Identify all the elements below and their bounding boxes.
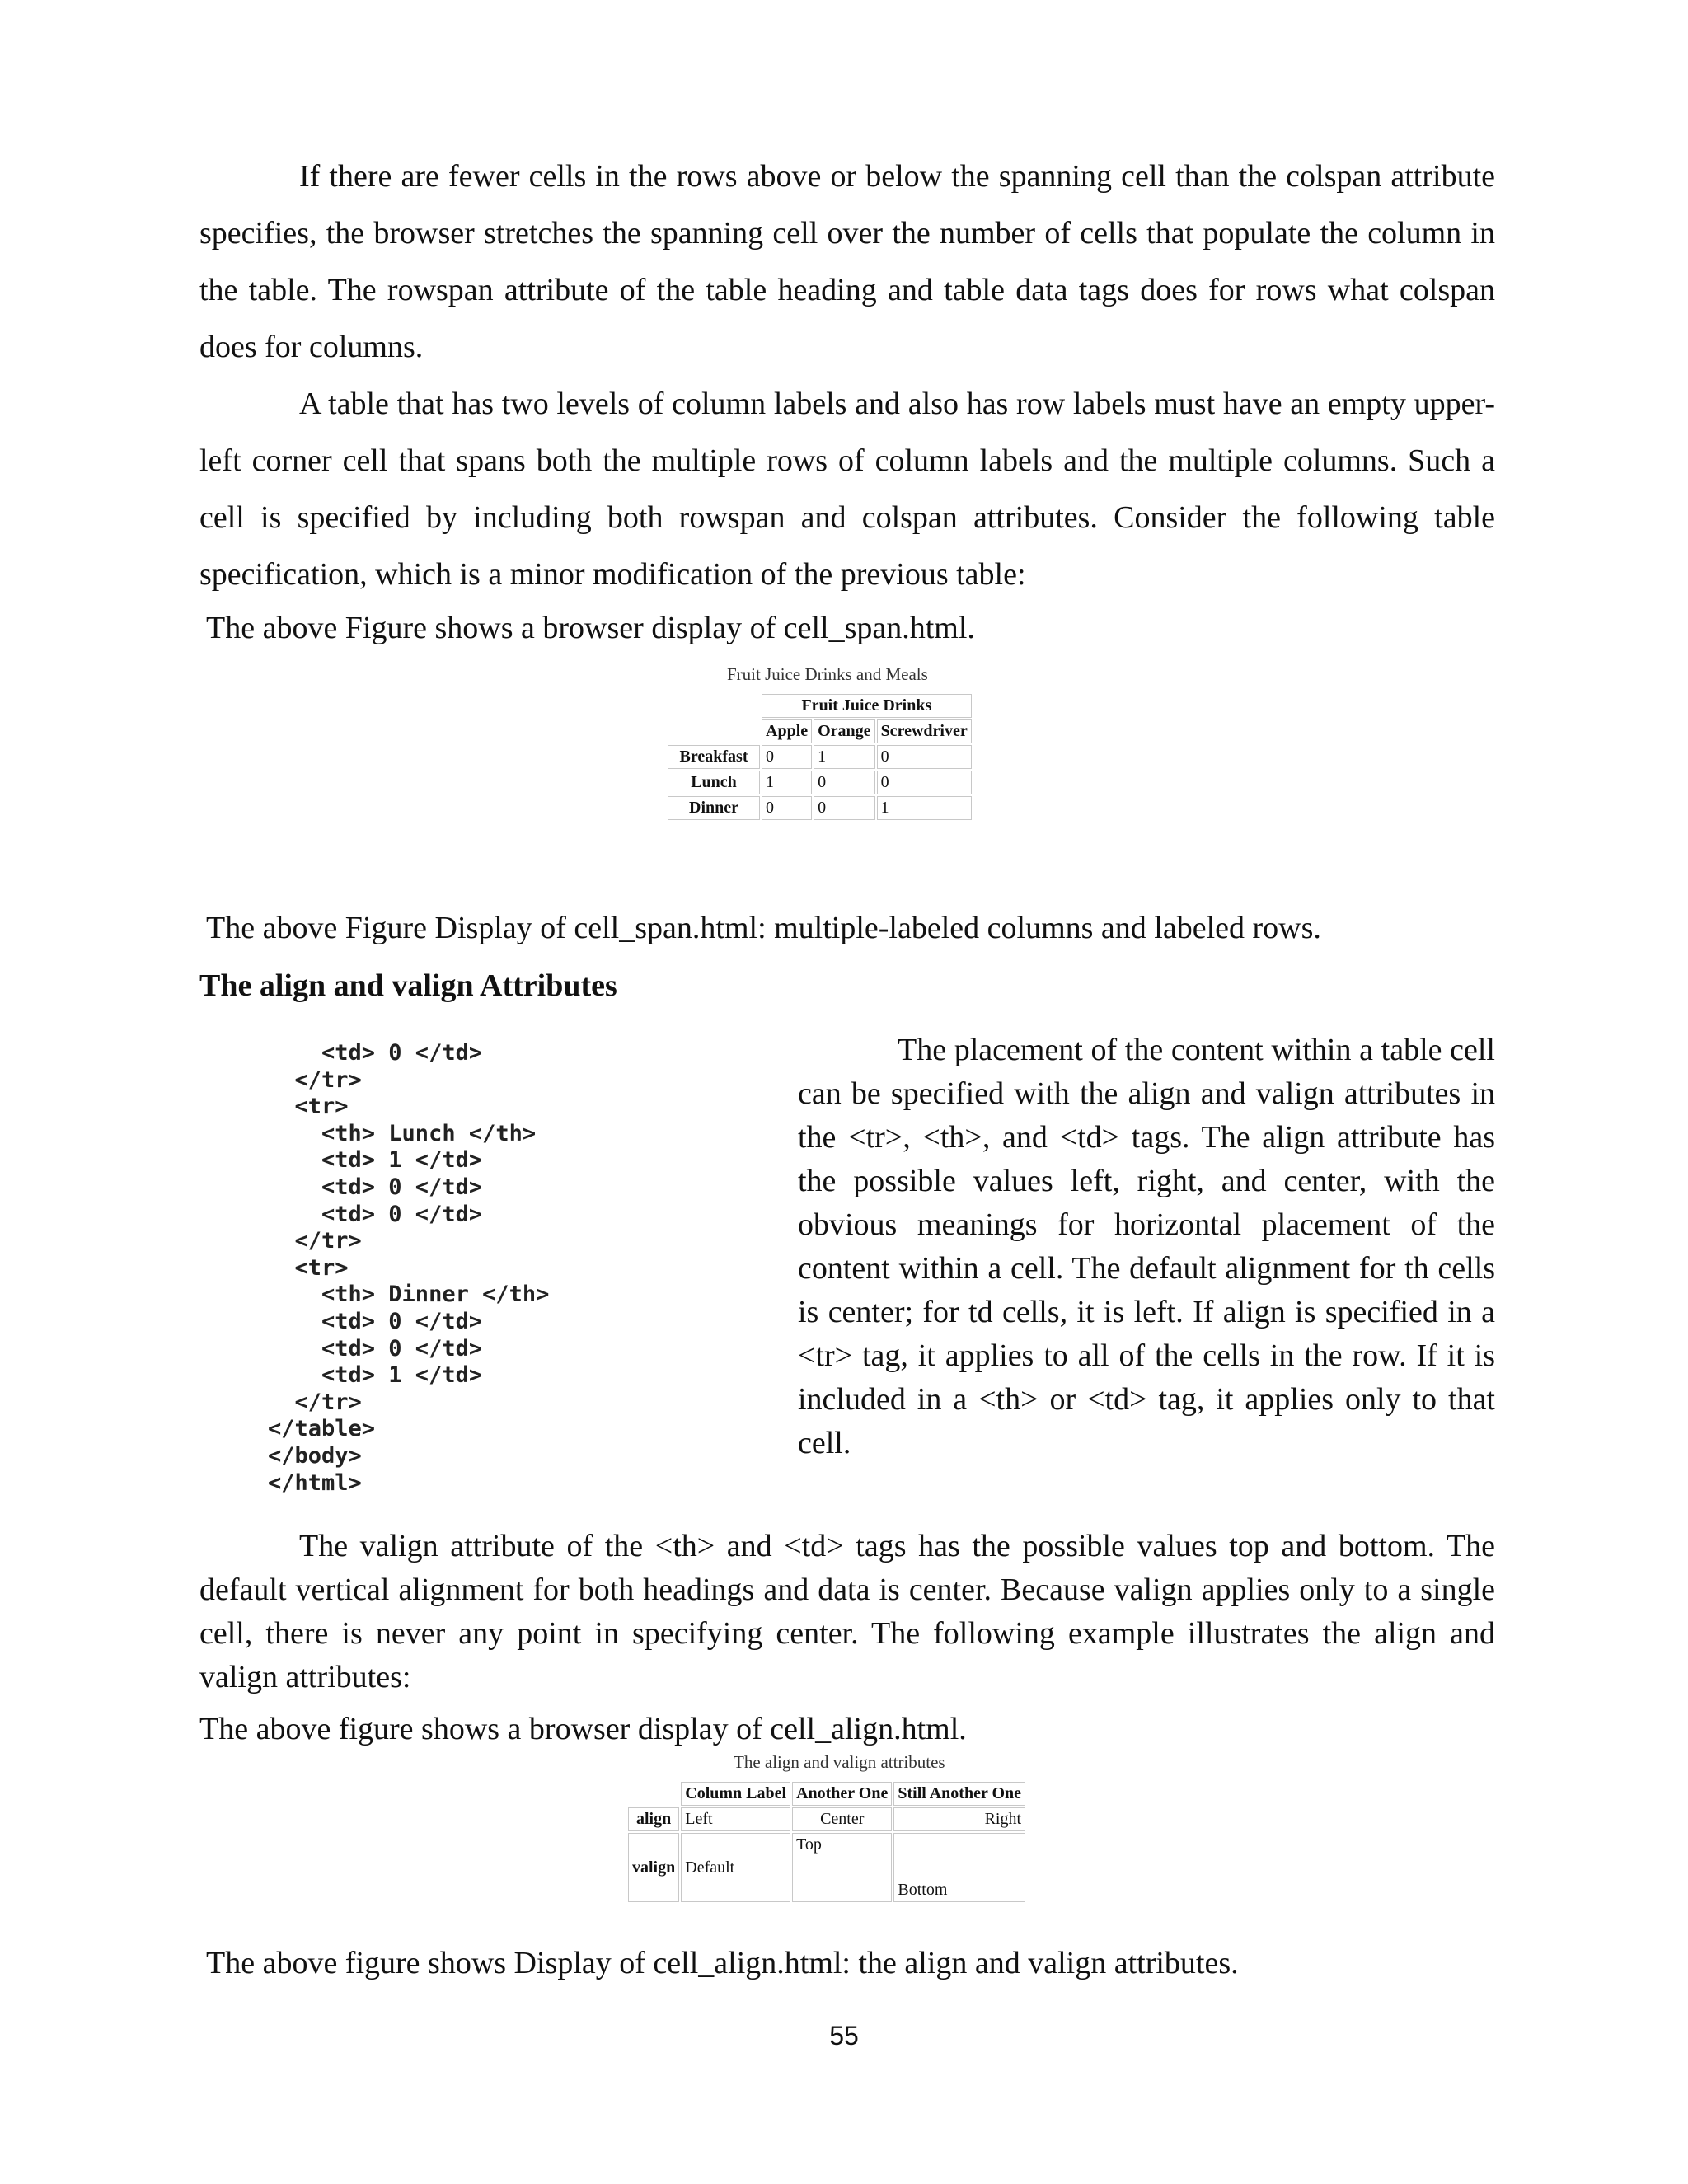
code-line: </html> — [268, 1469, 362, 1496]
table-cell: Right — [893, 1807, 1025, 1831]
column-header: Apple — [762, 719, 812, 743]
table-cell: 1 — [877, 796, 972, 820]
figure1-table — [666, 692, 973, 822]
table-cell: 0 — [814, 771, 874, 794]
figure2-caption: The above figure shows Display of cell_align.html: the align and valign attributes. — [206, 1946, 1239, 1980]
table-cell: 1 — [814, 745, 874, 769]
column-header: Orange — [814, 719, 874, 743]
code-line: <td> 1 </td> — [268, 1147, 483, 1174]
code-line: <th> Lunch </th> — [268, 1120, 537, 1146]
code-line: <td> 0 </td> — [268, 1335, 483, 1361]
table-cell: 0 — [814, 796, 874, 820]
code-line: <tr> — [268, 1094, 349, 1120]
figure1-caption: The above Figure Display of cell_span.html: multiple-labeled columns and labeled rows. — [206, 911, 1321, 945]
table-cell: Default — [681, 1833, 790, 1902]
code-line: <tr> — [268, 1254, 349, 1281]
code-line: </tr> — [268, 1066, 362, 1093]
code-line: <td> 0 </td> — [268, 1174, 483, 1200]
table-cell: 0 — [762, 745, 812, 769]
row-header: valign — [628, 1833, 679, 1902]
empty-corner-cell — [628, 1782, 679, 1806]
figure2-intro: The above figure shows a browser display of cell_align.html. — [199, 1712, 967, 1746]
column-header: Screwdriver — [877, 719, 972, 743]
table-row — [628, 1833, 1025, 1902]
table-row — [668, 694, 972, 718]
table-cell: Bottom — [893, 1833, 1025, 1902]
table-cell: Left — [681, 1807, 790, 1831]
page-number: 55 — [829, 2021, 859, 2050]
code-line: </body> — [268, 1442, 362, 1469]
paragraph-align: The placement of the content within a table cell can be specified with the align and valign attributes in the <tr>, <th>, and <td> tags. The align attribute has the possible values left, right, and center, with the obvious meanings for horizontal placement of the content within a cell. The default alignment for th cells is center; for td cells, it is left. If align is specified in a <tr> tag, it applies to all of the cells in the row. If it is included in a <th> or <td> tag, it applies only to that cell. — [798, 1033, 1495, 1460]
code-line: </table> — [268, 1416, 376, 1442]
table-row — [628, 1782, 1025, 1806]
figure2-title: The align and valign attributes — [734, 1752, 945, 1772]
paragraph-corner-cell: A table that has two levels of column labels and also has row labels must have an empty upper-left corner cell that spans both the multiple rows of column labels and the multiple columns. Such a cell is specified by including both rowspan and colspan attributes. Consider the following table specification, which is a minor modification of the previous table: — [199, 387, 1495, 592]
table-cell: Center — [792, 1807, 892, 1831]
table-row — [668, 796, 972, 820]
column-header: Still Another One — [893, 1782, 1025, 1806]
figure1-title: Fruit Juice Drinks and Meals — [727, 664, 928, 684]
row-header: Lunch — [668, 771, 760, 794]
column-header: Column Label — [681, 1782, 790, 1806]
figure2-table — [626, 1780, 1027, 1904]
group-header: Fruit Juice Drinks — [762, 694, 972, 718]
code-line: <td> 0 </td> — [268, 1201, 483, 1227]
row-header: Dinner — [668, 796, 760, 820]
code-line: </tr> — [268, 1228, 362, 1254]
row-header: Breakfast — [668, 745, 760, 769]
code-line: <td> 0 </td> — [268, 1040, 483, 1066]
table-cell: 0 — [762, 796, 812, 820]
table-row — [668, 771, 972, 794]
row-header: align — [628, 1807, 679, 1831]
intro-text — [199, 148, 1495, 603]
table-cell: Top — [792, 1833, 892, 1902]
column-header: Another One — [792, 1782, 892, 1806]
code-line: <td> 1 </td> — [268, 1362, 483, 1389]
table-row — [668, 745, 972, 769]
figure1-intro: The above Figure shows a browser display of cell_span.html. — [206, 611, 975, 645]
section-heading: The align and valign Attributes — [199, 968, 617, 1003]
empty-corner-cell — [668, 694, 760, 743]
table-cell: 0 — [877, 771, 972, 794]
table-cell: 1 — [762, 771, 812, 794]
table-row — [628, 1807, 1025, 1831]
table-cell: 0 — [877, 745, 972, 769]
code-line: </tr> — [268, 1389, 362, 1415]
code-line: <th> Dinner </th> — [268, 1282, 550, 1308]
code-line: <td> 0 </td> — [268, 1308, 483, 1334]
paragraph-valign: The valign attribute of the <th> and <td> tags has the possible values top and bottom. The default vertical alignment for both headings and data is center. Because valign applies only to a single cell, there is never any point in specifying center. The following example illustrates the align and valign attributes: — [199, 1529, 1495, 1694]
paragraph-colspan: If there are fewer cells in the rows above or below the spanning cell than the colspan attribute specifies, the browser stretches the spanning cell over the number of cells that populate the column in the table. The rowspan attribute of the table heading and table data tags does for rows what colspan does for columns. — [199, 159, 1495, 364]
code-listing — [268, 1040, 549, 1497]
